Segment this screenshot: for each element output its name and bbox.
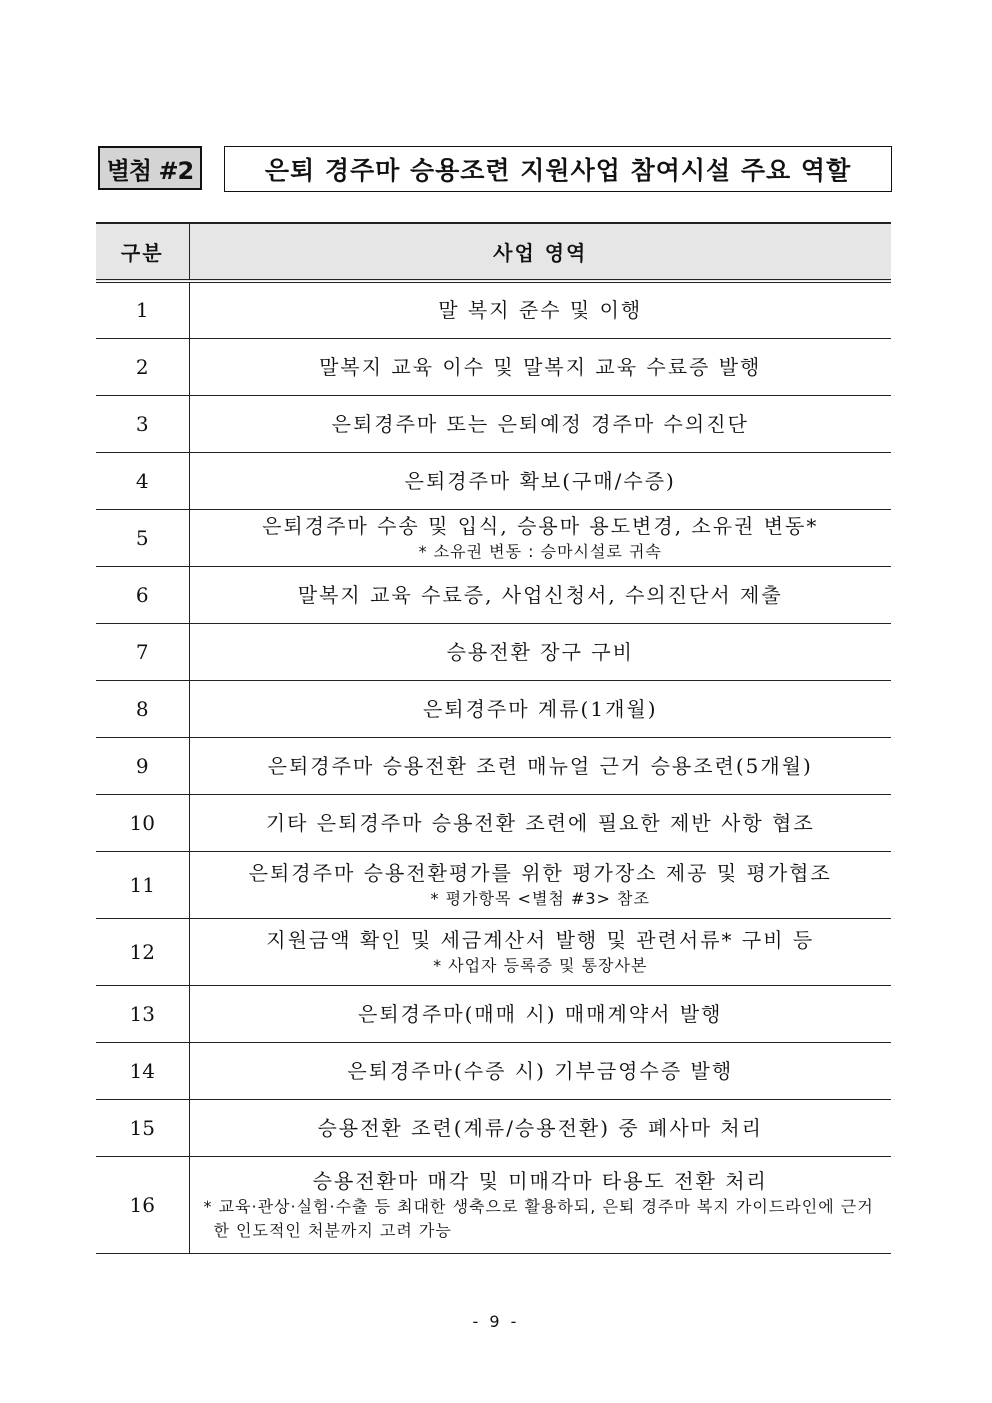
table-row [96, 395, 891, 452]
role-footnote: * 사업자 등록증 및 통장사본 [433, 955, 648, 975]
role-description: 말복지 교육 수료증, 사업신청서, 수의진단서 제출 [297, 582, 783, 607]
column-header-business-area: 사업 영역 [189, 223, 891, 281]
role-description: 은퇴경주마 승용전환평가를 위한 평가장소 제공 및 평가협조 [248, 860, 832, 885]
table-row [96, 794, 891, 851]
table-row [96, 680, 891, 737]
column-header-category: 구분 [96, 223, 189, 281]
table-header-row [96, 223, 891, 281]
table-row [96, 737, 891, 794]
role-footnote: * 소유권 변동 : 승마시설로 귀속 [418, 541, 662, 561]
role-description: 말복지 교육 이수 및 말복지 교육 수료증 발행 [319, 354, 762, 379]
row-content [189, 509, 891, 566]
row-content [189, 1156, 891, 1253]
row-number: 7 [96, 623, 189, 680]
role-description: 승용전환 조련(계류/승용전환) 중 폐사마 처리 [317, 1115, 764, 1140]
page-number: - 9 - [472, 1312, 520, 1331]
table-row [96, 623, 891, 680]
table-row [96, 1156, 891, 1253]
row-number: 11 [96, 851, 189, 918]
row-content [189, 395, 891, 452]
row-number: 3 [96, 395, 189, 452]
table-row [96, 1042, 891, 1099]
row-content [189, 851, 891, 918]
row-number: 12 [96, 918, 189, 985]
role-description: 은퇴경주마 또는 은퇴예정 경주마 수의진단 [331, 411, 749, 436]
table-row [96, 281, 891, 338]
role-description: 지원금액 확인 및 세금계산서 발행 및 관련서류* 구비 등 [266, 927, 815, 952]
role-footnote: * 평가항목 <별첨 #3> 참조 [430, 888, 650, 908]
row-number: 8 [96, 680, 189, 737]
row-content [189, 918, 891, 985]
table-body [96, 281, 891, 1253]
role-description: 승용전환 장구 구비 [446, 639, 634, 664]
row-number: 6 [96, 566, 189, 623]
role-description: 은퇴경주마(수증 시) 기부금영수증 발행 [347, 1058, 734, 1083]
table-row [96, 851, 891, 918]
attachment-badge: 별첨 #2 [98, 146, 202, 190]
row-number: 5 [96, 509, 189, 566]
row-number: 14 [96, 1042, 189, 1099]
row-content [189, 794, 891, 851]
row-number: 4 [96, 452, 189, 509]
page-header [98, 146, 892, 192]
row-content [189, 680, 891, 737]
role-description: 말 복지 준수 및 이행 [438, 298, 643, 323]
roles-table [96, 222, 891, 1254]
row-number: 9 [96, 737, 189, 794]
row-content [189, 281, 891, 338]
row-content [189, 985, 891, 1042]
role-footnote: * 교육·관상·실험·수출 등 최대한 생축으로 활용하되, 은퇴 경주마 복지 가이드라인에 근거한 인도적인 처분까지 고려 가능 [203, 1196, 874, 1240]
row-content [189, 623, 891, 680]
role-description: 기타 은퇴경주마 승용전환 조련에 필요한 제반 사항 협조 [265, 810, 815, 835]
role-description: 은퇴경주마 승용전환 조련 매뉴얼 근거 승용조련(5개월) [267, 753, 813, 778]
table-row [96, 509, 891, 566]
table-row [96, 452, 891, 509]
row-content [189, 1099, 891, 1156]
table-row [96, 1099, 891, 1156]
row-content [189, 338, 891, 395]
page-title: 은퇴 경주마 승용조련 지원사업 참여시설 주요 역할 [224, 146, 892, 192]
table-row [96, 566, 891, 623]
role-description: 승용전환마 매각 및 미매각마 타용도 전환 처리 [312, 1168, 768, 1193]
role-description: 은퇴경주마 수송 및 입식, 승용마 용도변경, 소유권 변동* [262, 513, 819, 538]
role-description: 은퇴경주마(매매 시) 매매계약서 발행 [358, 1001, 723, 1026]
role-description: 은퇴경주마 확보(구매/수증) [404, 468, 676, 493]
row-number: 15 [96, 1099, 189, 1156]
row-number: 10 [96, 794, 189, 851]
row-content [189, 737, 891, 794]
table-row [96, 918, 891, 985]
row-content [189, 566, 891, 623]
role-description: 은퇴경주마 계류(1개월) [422, 696, 658, 721]
row-number: 13 [96, 985, 189, 1042]
row-number: 1 [96, 281, 189, 338]
row-number: 16 [96, 1156, 189, 1253]
table-row [96, 338, 891, 395]
table-row [96, 985, 891, 1042]
row-number: 2 [96, 338, 189, 395]
row-content [189, 1042, 891, 1099]
row-content [189, 452, 891, 509]
